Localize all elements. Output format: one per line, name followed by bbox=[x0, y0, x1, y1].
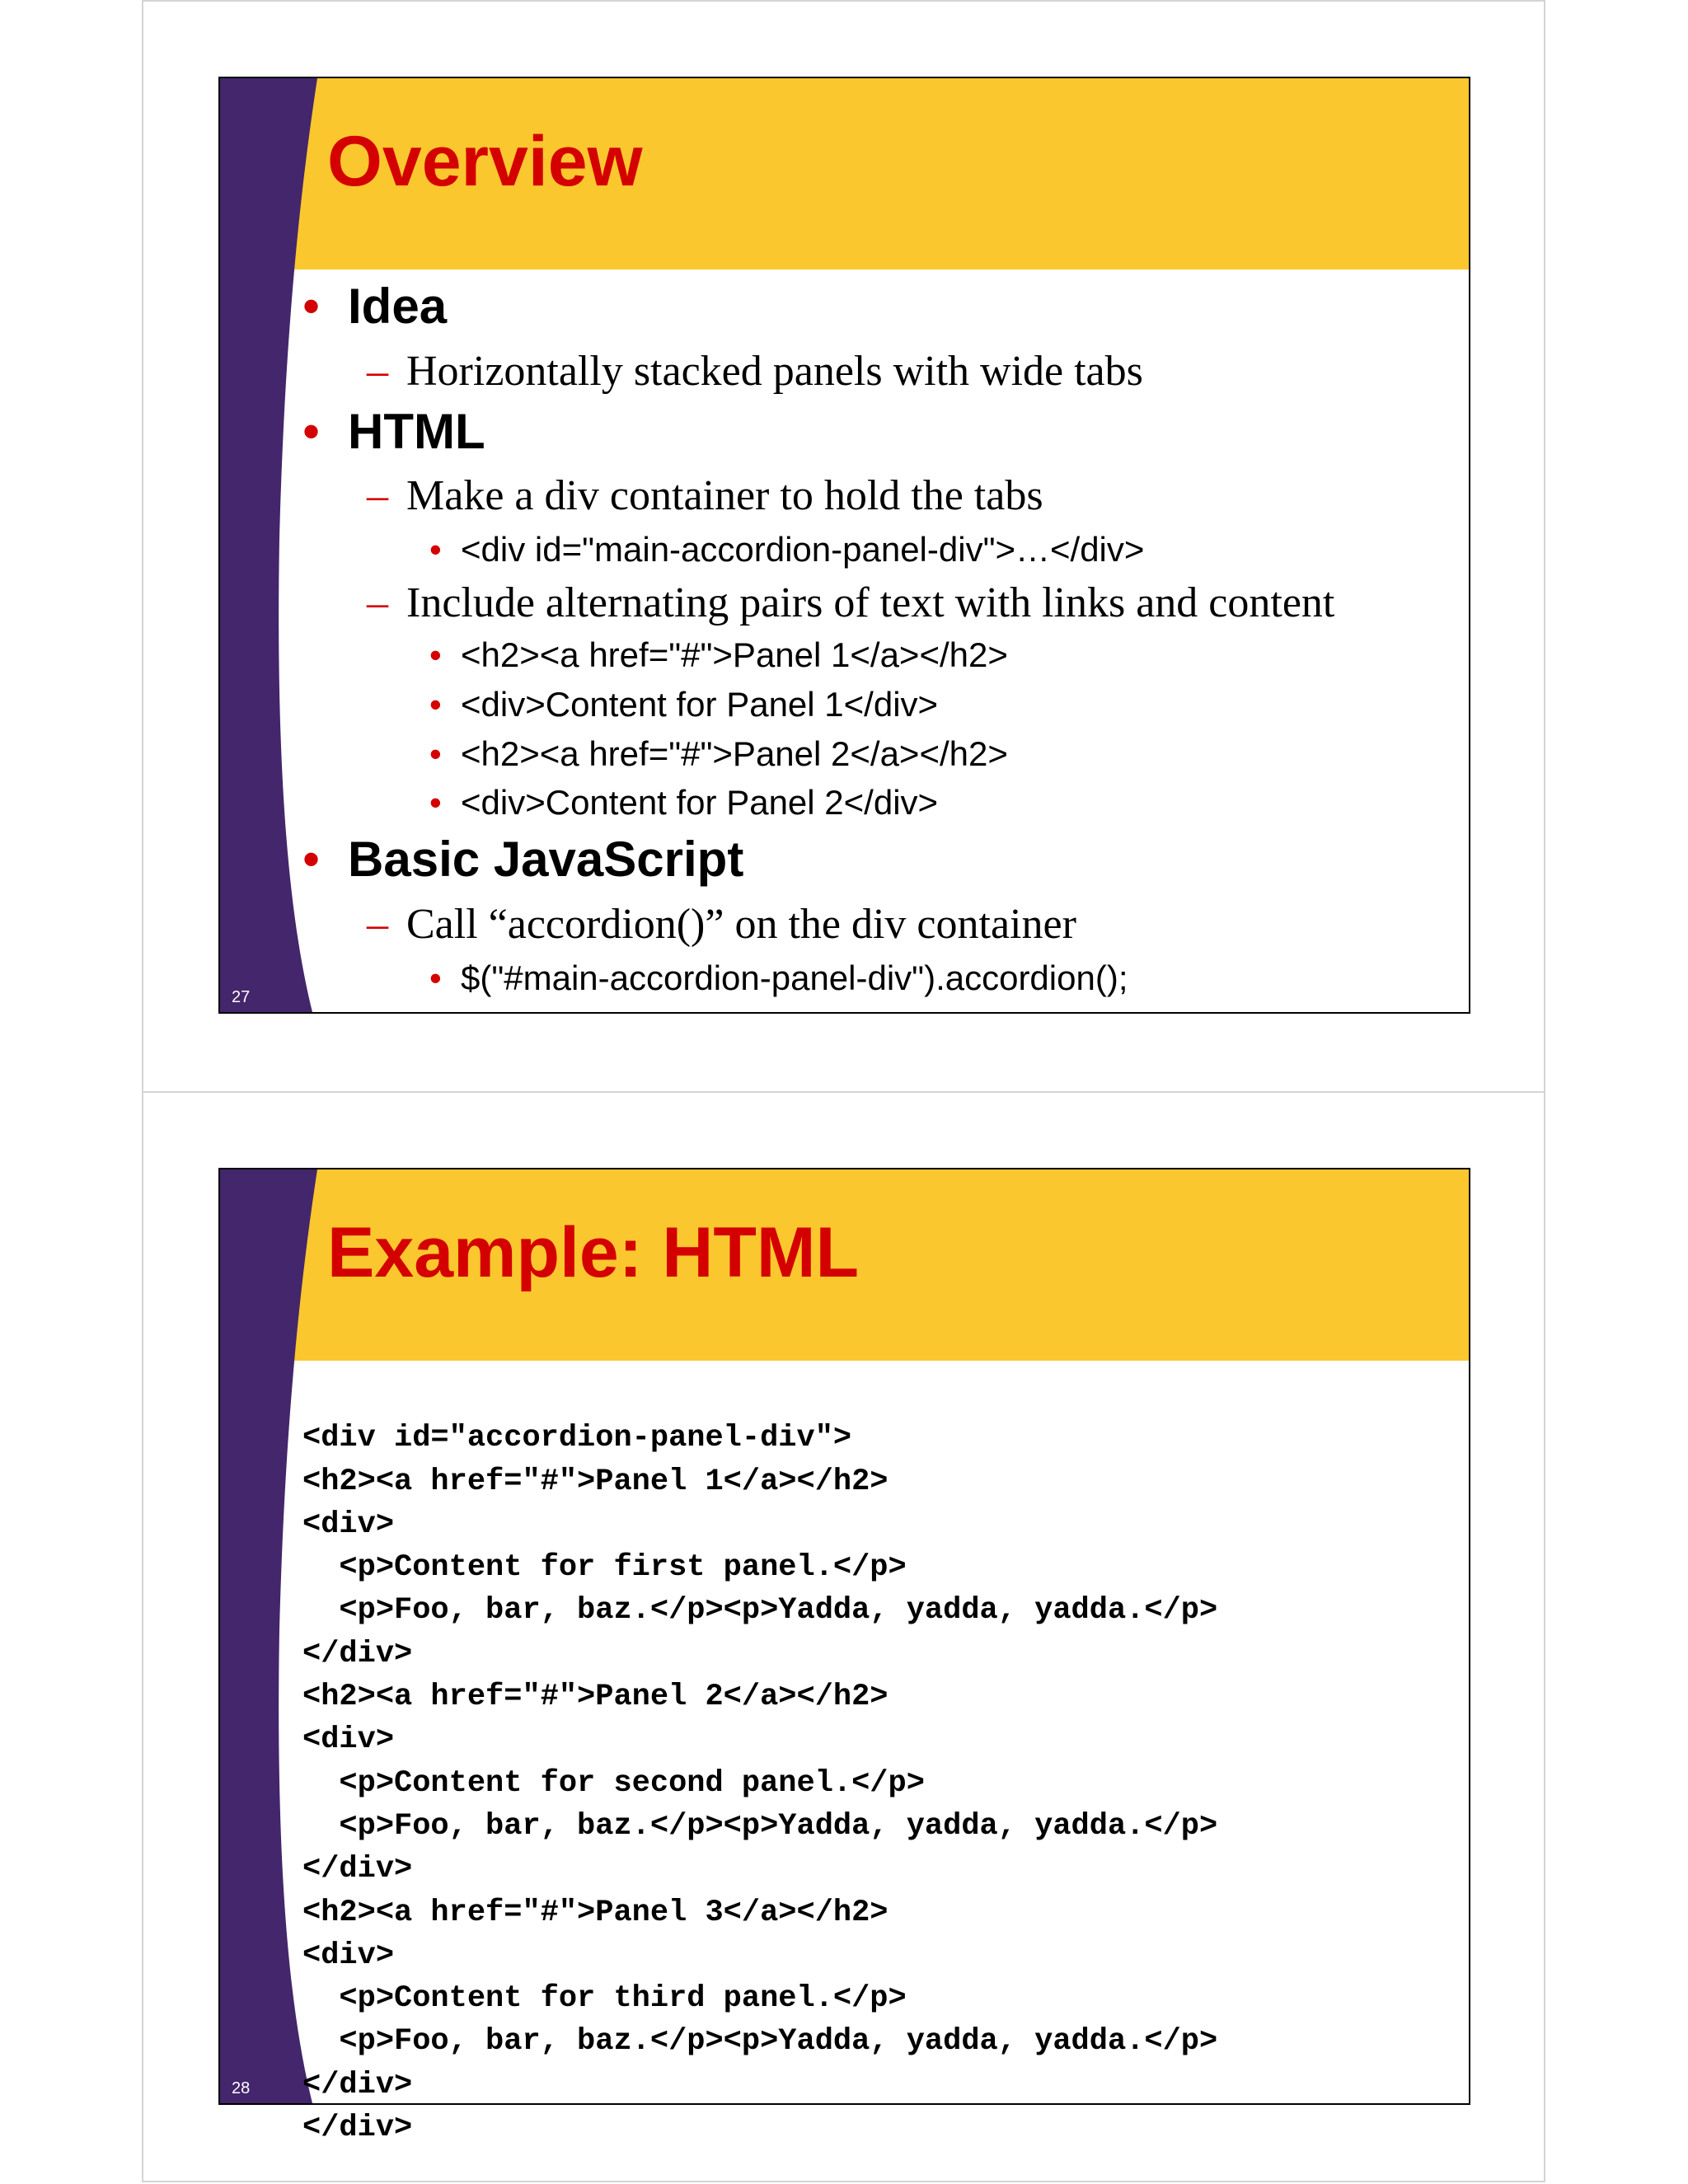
code-line: <div> bbox=[302, 1938, 395, 1973]
code-bullet: • $("#main-accordion-panel-div").accordion(); bbox=[429, 958, 1128, 997]
code-line: <div> bbox=[302, 1507, 395, 1542]
slide-title: Overview bbox=[327, 122, 643, 201]
code-line: </div> bbox=[302, 1636, 413, 1671]
slide-number: 27 bbox=[232, 988, 251, 1006]
code-line: <p>Foo, bar, baz.</p><p>Yadda, yadda, yadda.</p> bbox=[302, 1593, 1218, 1629]
bullet-idea: • Idea bbox=[302, 279, 448, 334]
sub-bullet: – Include alternating pairs of text with links and content bbox=[367, 579, 1335, 626]
code-line: <div id="accordion-panel-div"> bbox=[302, 1421, 852, 1456]
code-line: <p>Content for third panel.</p> bbox=[302, 1981, 907, 2017]
slide-number: 28 bbox=[232, 2079, 251, 2097]
bullet-basic-javascript: • Basic JavaScript bbox=[302, 832, 744, 887]
sub-bullet: – Horizontally stacked panels with wide tabs bbox=[367, 348, 1143, 395]
code-line: <div> bbox=[302, 1722, 395, 1758]
code-bullet: • <div>Content for Panel 2</div> bbox=[429, 783, 939, 822]
page-divider bbox=[142, 1091, 1545, 1093]
code-block bbox=[302, 1374, 1217, 2149]
code-line: </div> bbox=[302, 1852, 413, 1887]
code-line: <p>Content for second panel.</p> bbox=[302, 1765, 925, 1801]
code-bullet: • <h2><a href="#">Panel 1</a></h2> bbox=[429, 635, 1008, 674]
slide-27 bbox=[218, 77, 1470, 1014]
bullet-html: • HTML bbox=[302, 404, 485, 459]
code-line: <h2><a href="#">Panel 1</a></h2> bbox=[302, 1464, 889, 1499]
sub-bullet: – Make a div container to hold the tabs bbox=[367, 472, 1043, 519]
code-line: <h2><a href="#">Panel 2</a></h2> bbox=[302, 1680, 889, 1715]
slide-title: Example: HTML bbox=[327, 1213, 860, 1292]
code-line: <h2><a href="#">Panel 3</a></h2> bbox=[302, 1895, 889, 1930]
code-line: <p>Content for first panel.</p> bbox=[302, 1550, 907, 1586]
code-line: </div> bbox=[302, 2067, 413, 2102]
code-line: </div> bbox=[302, 2111, 413, 2146]
code-bullet: • <div id="main-accordion-panel-div">…</div> bbox=[429, 530, 1145, 569]
code-line: <p>Foo, bar, baz.</p><p>Yadda, yadda, yadda.</p> bbox=[302, 2024, 1218, 2060]
sub-bullet: – Call “accordion()” on the div container bbox=[367, 901, 1076, 948]
code-bullet: • <div>Content for Panel 1</div> bbox=[429, 685, 939, 724]
slide-28 bbox=[218, 1168, 1470, 2146]
code-bullet: • <h2><a href="#">Panel 2</a></h2> bbox=[429, 734, 1008, 773]
code-line: <p>Foo, bar, baz.</p><p>Yadda, yadda, yadda.</p> bbox=[302, 1808, 1218, 1844]
